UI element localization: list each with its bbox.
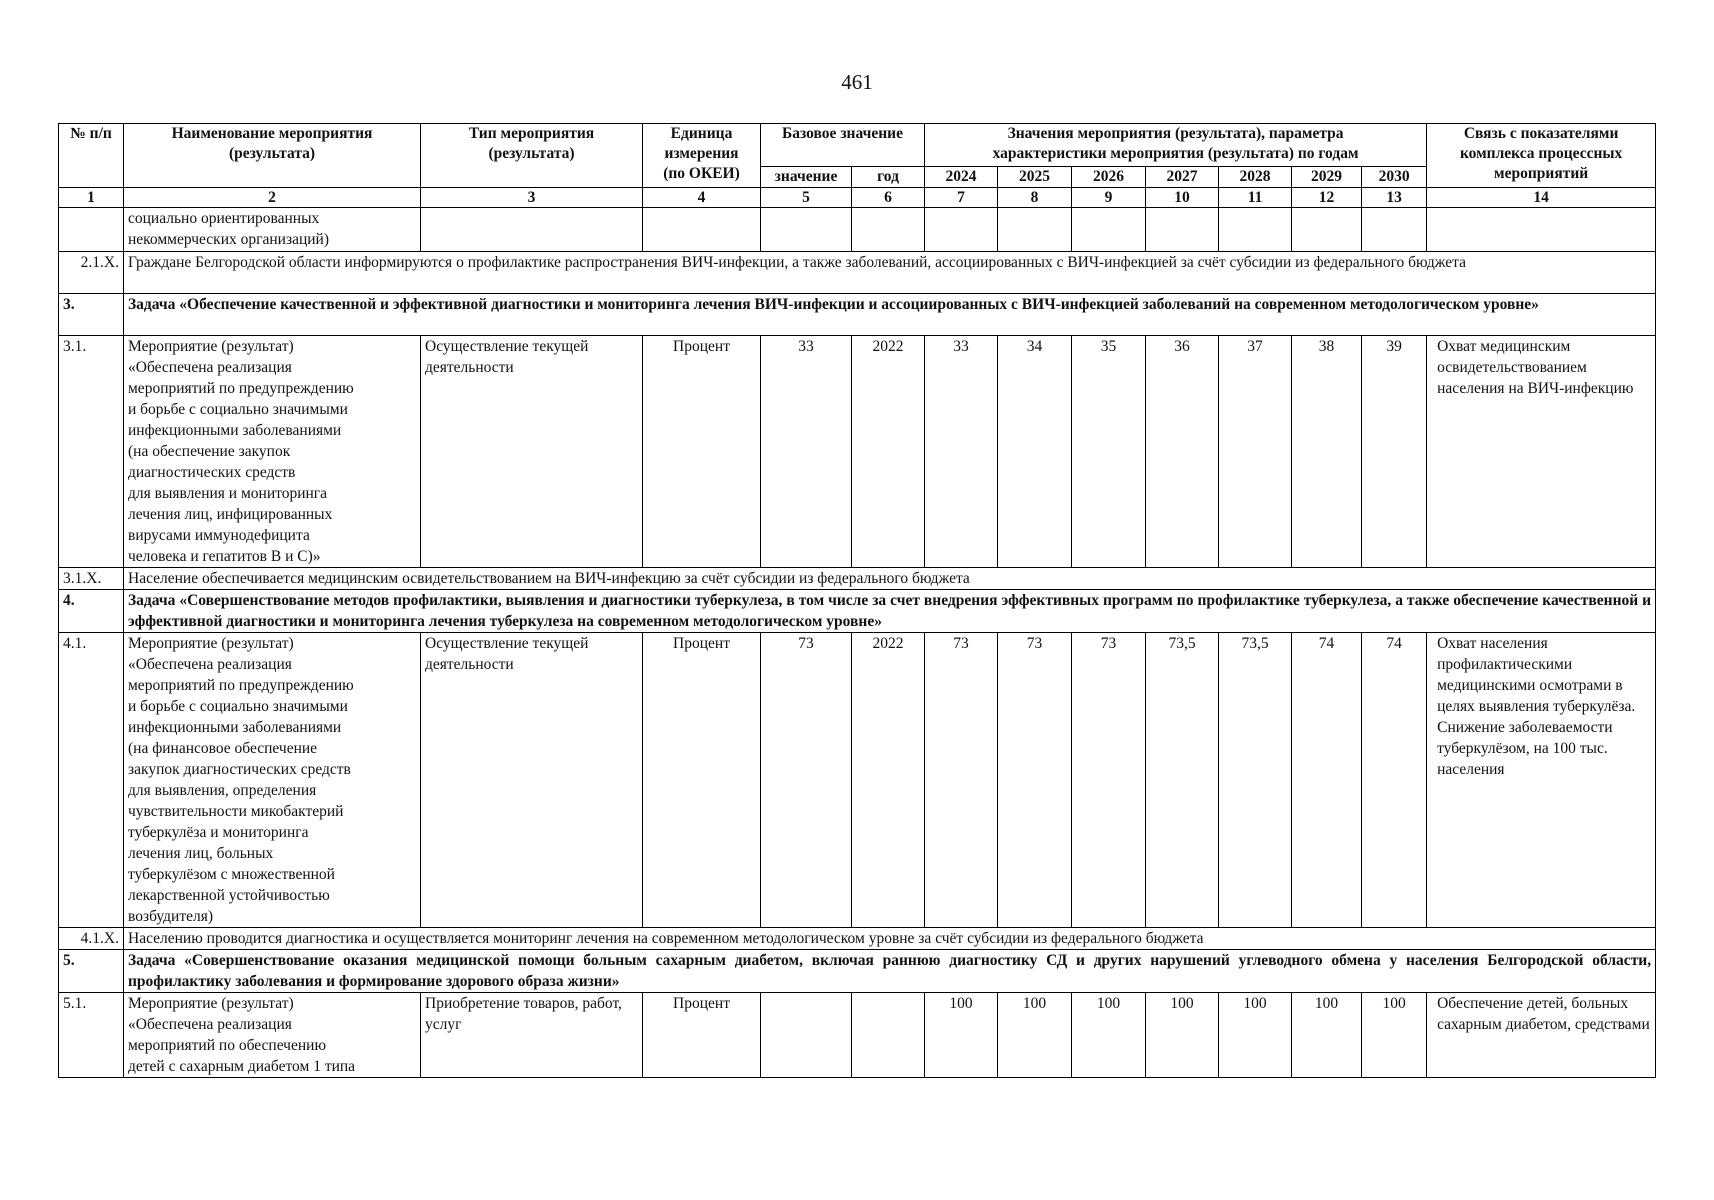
column-number: 14 [1427,188,1656,208]
year-value: 33 [925,336,998,568]
column-number: 3 [421,188,643,208]
year-value: 37 [1219,336,1292,568]
year-value: 35 [1072,336,1146,568]
result-text: Население обеспечивается медицинским освидетельствованием на ВИЧ-инфекцию за счёт субсидии из федерального бюджета [124,568,1656,590]
row-index: 4.1. [59,633,124,928]
measure-name: Мероприятие (результат) «Обеспечена реализация мероприятий по предупреждению и борьбе с социально значимыми инфекционными заболеваниями (на обеспечение закупок диагностических средств для выявления и мониторинга лечения лиц, инфицированных вирусами иммунодефицита человека и гепатитов В и С)» [124,336,421,568]
column-number: 8 [998,188,1072,208]
header-year: 2030 [1362,167,1427,188]
column-number-row [59,188,1656,208]
header-unit: Единица измерения (по ОКЕИ) [643,124,761,188]
base-value: 73 [761,633,852,928]
measure-type: Осуществление текущей деятельности [421,336,643,568]
task-text: Задача «Совершенствование методов профилактики, выявления и диагностики туберкулеза, в том числе за счет внедрения эффективных программ по профилактике туберкулеза, а также обеспечение качественной и эффективной диагностики и мониторинга лечения туберкулеза на современном методологическом уровне» [124,590,1656,633]
result-row-3-1x [59,568,1656,590]
base-value: 33 [761,336,852,568]
header-year: 2026 [1072,167,1146,188]
header-link: Связь с показателями комплекса процессных мероприятий [1427,124,1656,188]
column-number: 10 [1146,188,1219,208]
column-number: 6 [852,188,925,208]
year-value: 100 [925,993,998,1078]
measure-type: Приобретение товаров, работ, услуг [421,993,643,1078]
header-base-value: значение [761,167,852,188]
year-value: 34 [998,336,1072,568]
header-year: 2024 [925,167,998,188]
column-number: 7 [925,188,998,208]
year-value: 100 [1219,993,1292,1078]
measures-table [58,123,1656,1078]
base-year [852,993,925,1078]
measure-unit: Процент [643,336,761,568]
header-year: 2029 [1292,167,1362,188]
year-value: 100 [1362,993,1427,1078]
year-value: 100 [1146,993,1219,1078]
continuation-name: социально ориентированных некоммерческих организаций) [124,208,421,252]
column-number: 2 [124,188,421,208]
header-type: Тип мероприятия (результата) [421,124,643,188]
year-value: 39 [1362,336,1427,568]
continuation-row [59,208,1656,252]
year-value: 100 [1072,993,1146,1078]
year-value: 73 [925,633,998,928]
measure-type: Осуществление текущей деятельности [421,633,643,928]
page-number: 461 [841,70,873,94]
result-text: Граждане Белгородской области информируются о профилактике распространения ВИЧ-инфекции, а также заболеваний, ассоциированных с ВИЧ-инфекцией за счёт субсидии из федерального бюджета [124,252,1656,294]
header-base: Базовое значение [761,124,925,167]
measure-name: Мероприятие (результат) «Обеспечена реализация мероприятий по обеспечению детей с сахарным диабетом 1 типа [124,993,421,1078]
column-number: 4 [643,188,761,208]
row-index: 4.1.Х. [59,928,124,950]
indicator-link: Охват медицинским освидетельствованием населения на ВИЧ-инфекцию [1427,336,1656,568]
task-text: Задача «Совершенствование оказания медицинской помощи больным сахарным диабетом, включая раннюю диагностику СД и других нарушений углеводного обмена у населения Белгородской области, профилактику заболевания и формирование здорового образа жизни» [124,950,1656,993]
row-index: 3.1. [59,336,124,568]
base-year: 2022 [852,633,925,928]
indicator-link: Охват населения профилактическими медицинскими осмотрами в целях выявления туберкулёза. Снижение заболеваемости туберкулёзом, на 100 тыс. населения [1427,633,1656,928]
year-value: 73 [1072,633,1146,928]
year-value: 100 [998,993,1072,1078]
row-index: 3.1.Х. [59,568,124,590]
base-year: 2022 [852,336,925,568]
year-value: 73,5 [1219,633,1292,928]
measure-unit: Процент [643,993,761,1078]
column-number: 5 [761,188,852,208]
measure-row-4-1 [59,633,1656,928]
row-index: 5. [59,950,124,993]
header-row-1 [59,124,1656,167]
measure-row-3-1 [59,336,1656,568]
result-row-2-1x [59,252,1656,294]
header-name: Наименование мероприятия (результата) [124,124,421,188]
row-index: 3. [59,294,124,336]
column-number: 12 [1292,188,1362,208]
header-year: 2025 [998,167,1072,188]
task-row-4 [59,590,1656,633]
column-number: 13 [1362,188,1427,208]
base-value [761,993,852,1078]
column-number: 11 [1219,188,1292,208]
task-row-5 [59,950,1656,993]
year-value: 74 [1292,633,1362,928]
column-number: 1 [59,188,124,208]
year-value: 73 [998,633,1072,928]
result-row-4-1x [59,928,1656,950]
year-value: 100 [1292,993,1362,1078]
header-base-year: год [852,167,925,188]
row-index: 2.1.Х. [59,252,124,294]
task-text: Задача «Обеспечение качественной и эффективной диагностики и мониторинга лечения ВИЧ-инфекции и ассоциированных с ВИЧ-инфекцией заболеваний на современном методологическом уровне» [124,294,1656,336]
measure-row-5-1 [59,993,1656,1078]
header-year: 2027 [1146,167,1219,188]
row-index: 4. [59,590,124,633]
indicator-link: Обеспечение детей, больных сахарным диабетом, средствами [1427,993,1656,1078]
year-value: 36 [1146,336,1219,568]
measure-unit: Процент [643,633,761,928]
column-number: 9 [1072,188,1146,208]
year-value: 74 [1362,633,1427,928]
result-text: Населению проводится диагностика и осуществляется мониторинг лечения на современном методологическом уровне за счёт субсидии из федерального бюджета [124,928,1656,950]
year-value: 73,5 [1146,633,1219,928]
header-year: 2028 [1219,167,1292,188]
task-row-3 [59,294,1656,336]
header-values: Значения мероприятия (результата), параметра характеристики мероприятия (результата) по годам [925,124,1427,167]
year-value: 38 [1292,336,1362,568]
measure-name: Мероприятие (результат) «Обеспечена реализация мероприятий по предупреждению и борьбе с социально значимыми инфекционными заболеваниями (на финансовое обеспечение закупок диагностических средств для выявления, определения чувствительности микобактерий туберкулёза и мониторинга лечения лиц, больных туберкулёзом с множественной лекарственной устойчивостью возбудителя) [124,633,421,928]
header-num: № п/п [59,124,124,188]
row-index: 5.1. [59,993,124,1078]
